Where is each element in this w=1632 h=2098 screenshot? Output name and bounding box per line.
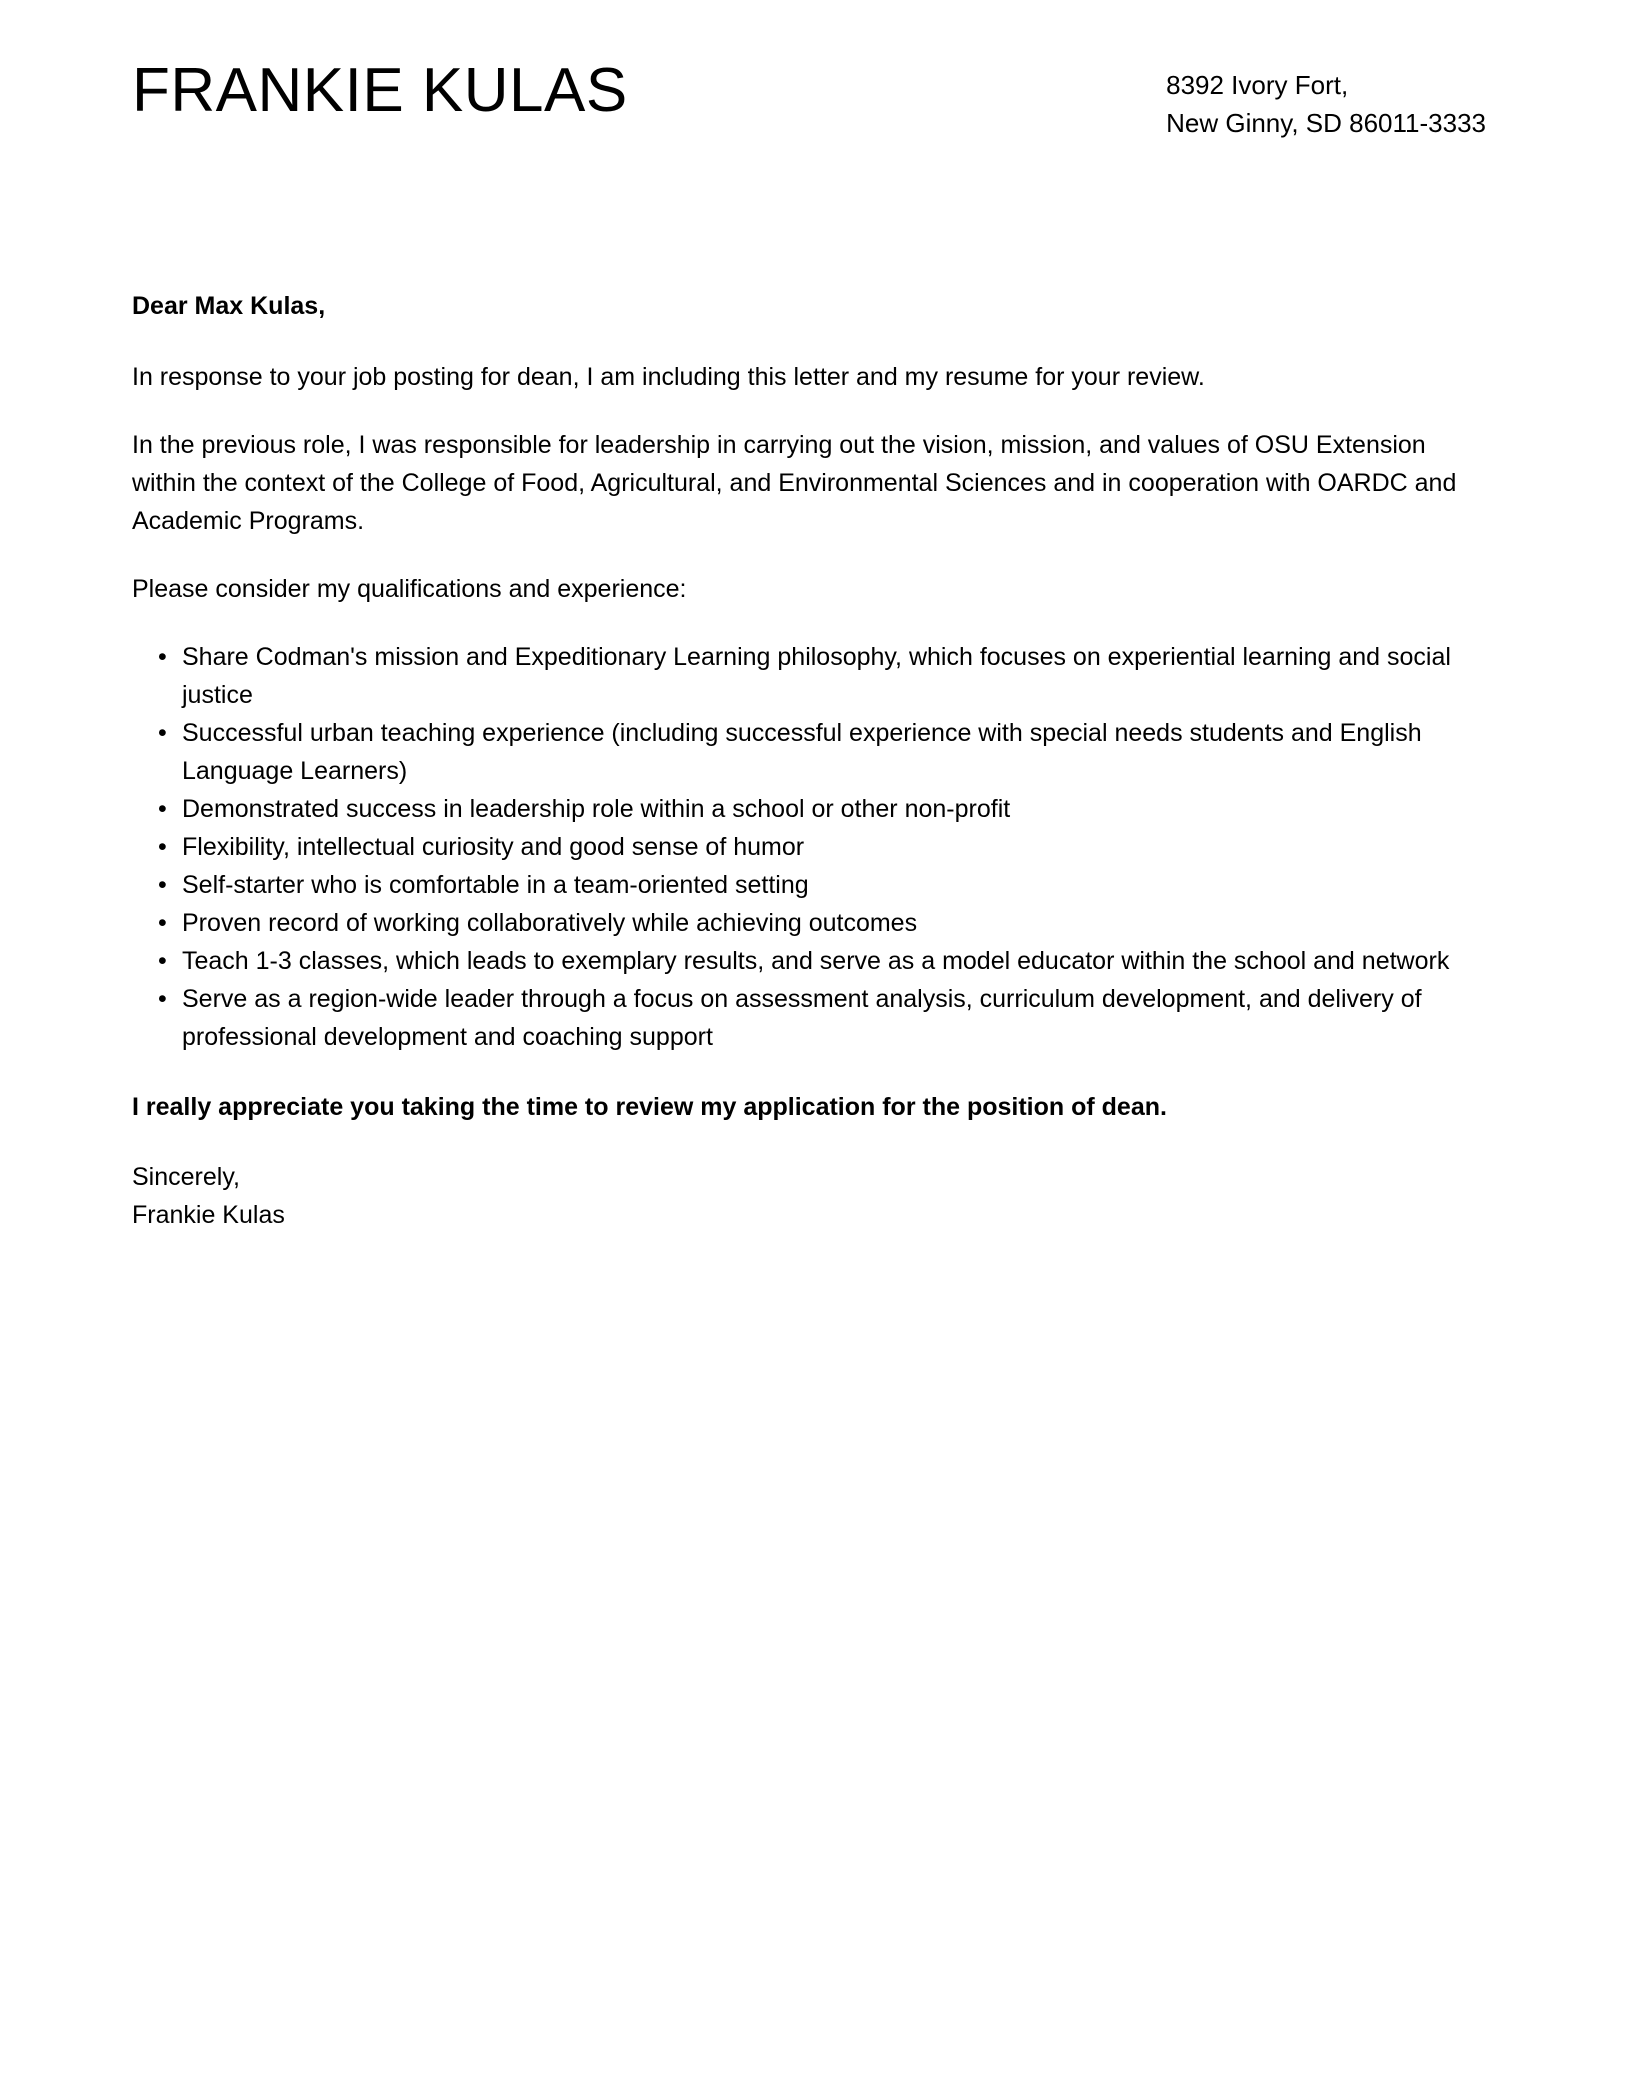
experience-paragraph: In the previous role, I was responsible for leadership in carrying out the vision, mission, and values of OSU Extension within the context of the College of Food, Agricultural, and Environmental Sciences and in cooperation with OARDC and Academic Programs. xyxy=(132,431,1457,536)
page-title: FRANKIE KULAS xyxy=(132,56,628,125)
signoff-name: Frankie Kulas xyxy=(132,1201,285,1230)
list-item: • Demonstrated success in leadership role within a school or other non-profit xyxy=(132,790,1492,828)
signature-block xyxy=(132,1158,1492,1234)
list-item: • Self-starter who is comfortable in a team-oriented setting xyxy=(132,866,1492,904)
list-item: • Flexibility, intellectual curiosity and good sense of humor xyxy=(132,828,1492,866)
address-line-street: 8392 Ivory Fort, xyxy=(1166,70,1349,100)
signoff-closing: Sincerely, xyxy=(132,1163,240,1192)
closing-statement: I really appreciate you taking the time to review my application for the position of dean. xyxy=(132,1093,1167,1122)
list-item: • Share Codman's mission and Expeditionary Learning philosophy, which focuses on experiential learning and social justice xyxy=(132,638,1492,714)
address-line-city-state-zip: New Ginny, SD 86011-3333 xyxy=(1166,108,1486,139)
letter-header xyxy=(132,58,1500,143)
intro-paragraph: In response to your job posting for dean, I am including this letter and my resume for your review. xyxy=(132,363,1205,392)
letter-body xyxy=(132,288,1492,1234)
sender-address-block xyxy=(1166,66,1486,143)
list-lead-in: Please consider my qualifications and experience: xyxy=(132,575,687,604)
list-item: • Teach 1-3 classes, which leads to exemplary results, and serve as a model educator within the school and network xyxy=(132,942,1492,980)
list-item: • Serve as a region-wide leader through a focus on assessment analysis, curriculum development, and delivery of professional development and coaching support xyxy=(132,980,1492,1056)
qualifications-list xyxy=(132,638,1492,1056)
list-item: • Successful urban teaching experience (including successful experience with special needs students and English Language Learners) xyxy=(132,714,1492,790)
list-item: • Proven record of working collaboratively while achieving outcomes xyxy=(132,904,1492,942)
salutation: Dear Max Kulas, xyxy=(132,292,326,320)
